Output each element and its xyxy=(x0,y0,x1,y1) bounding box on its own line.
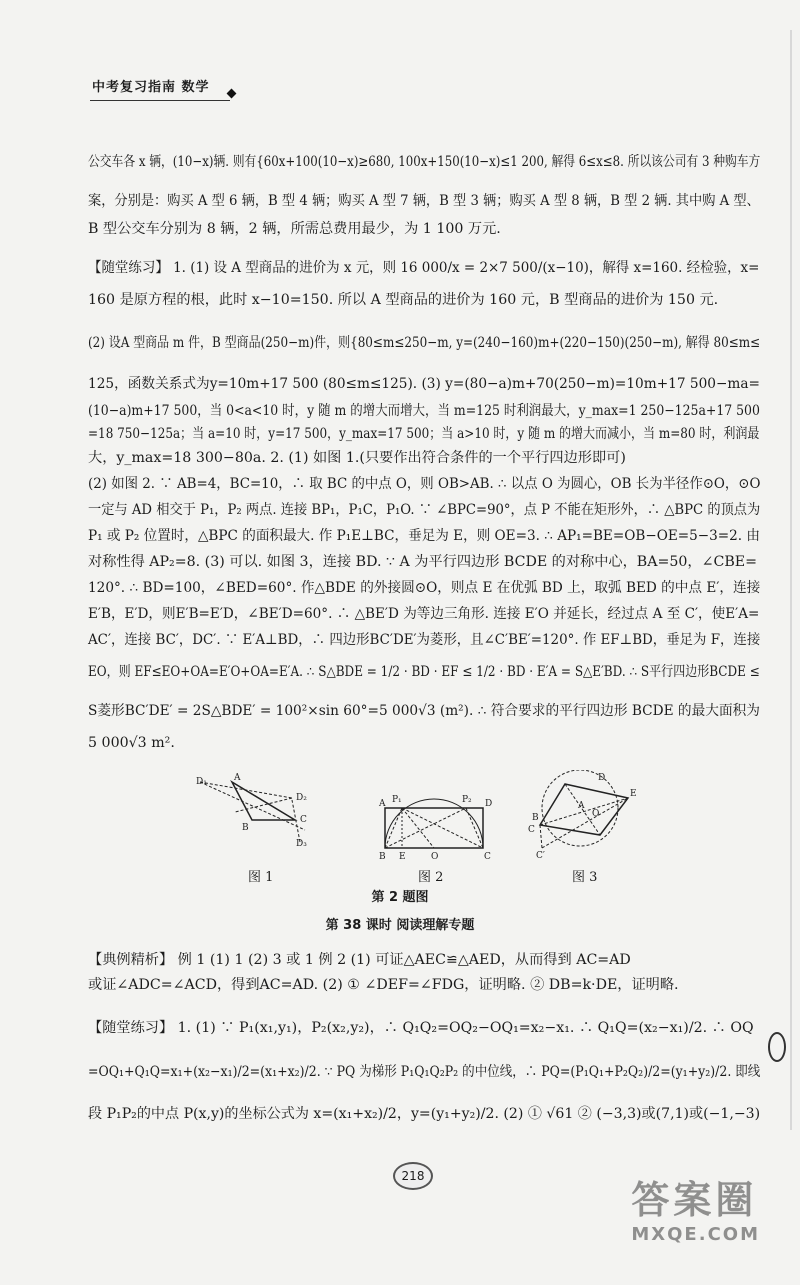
text-line: P₁ 或 P₂ 位置时，△BPC 的面积最大. 作 P₁E⊥BC，垂足为 E，则 OE=3. ∴ AP₁=BE=OB−OE=5−3=2. 由 xyxy=(88,528,761,544)
header-rule xyxy=(90,100,230,101)
fig2-point-label: E xyxy=(399,852,406,862)
text-line: =OQ₁+Q₁Q=x₁+(x₂−x₁)/2=(x₁+x₂)/2. ∵ PQ 为梯形 P₁Q₁Q₂P₂ 的中位线，∴ PQ=(P₁Q₁+P₂Q₂)/2=(y₁+y₂)/2. 即线 xyxy=(88,1064,761,1080)
text-line: 案，分别是：购买 A 型 6 辆，B 型 4 辆；购买 A 型 7 辆，B 型 3 辆；购买 A 型 8 辆，B 型 2 辆. 其中购 A 型、 xyxy=(88,193,760,209)
fig3-point-label: D xyxy=(598,773,606,783)
text-line: 160 是原方程的根，此时 x−10=150. 所以 A 型商品的进价为 160 元，B 型商品的进价为 150 元. xyxy=(88,292,719,308)
fig3-point-label: C′ xyxy=(536,851,545,861)
fig1-point-label: D₃ xyxy=(296,839,307,849)
fig2-point-label: D xyxy=(485,799,493,809)
page-number: 218 xyxy=(393,1162,433,1190)
text-line: 大，y_max=18 300−80a. 2. (1) 如图 1.(只要作出符合条件的一个平行四边形即可) xyxy=(88,450,626,466)
fig3-point-label: A xyxy=(578,801,585,811)
text-line: 【典例精析】 例 1 (1) 1 (2) 3 或 1 例 2 (1) 可证△AEC≌△AED，从而得到 AC=AD xyxy=(88,952,631,968)
lesson-title: 第 38 课时 阅读理解专题 xyxy=(325,918,475,933)
watermark-cn: 答案圈 xyxy=(631,1178,758,1222)
watermark-en: MXQE.COM xyxy=(631,1224,760,1245)
text-line: B 型公交车分别为 8 辆，2 辆，所需总费用最少，为 1 100 万元. xyxy=(88,221,501,237)
figure-1 xyxy=(200,782,305,842)
figure-row xyxy=(180,770,640,870)
text-line: 5 000√3 m². xyxy=(88,735,175,751)
fig2-point-label: B xyxy=(379,852,386,862)
figure-3-label: 图 3 xyxy=(572,870,598,885)
fig3-point-label: C xyxy=(528,825,535,835)
text-line: 【随堂练习】 1. (1) ∵ P₁(x₁,y₁)，P₂(x₂,y₂)，∴ Q₁Q₂=OQ₂−OQ₁=x₂−x₁. ∴ Q₁Q=(x₂−x₁)/2. ∴ OQ xyxy=(88,1020,754,1036)
text-line: E′B，E′D，则E′B=E′D，∠BE′D=60°. ∴ △BE′D 为等边三角形. 连接 E′O 并延长，经过点 A 至 C′，使E′A= xyxy=(88,606,760,622)
text-line: 或证∠ADC=∠ACD，得到AC=AD. (2) ① ∠DEF=∠FDG，证明略. ② DB=k·DE，证明略. xyxy=(88,977,679,993)
fig1-point-label: A xyxy=(234,773,241,783)
text-line: 【随堂练习】 1. (1) 设 A 型商品的进价为 x 元，则 16 000/x = 2×7 500/(x−10)，解得 x=160. 经检验，x= xyxy=(88,260,760,276)
header-diamond-icon xyxy=(227,89,237,99)
text-line: (10−a)m+17 500，当 0<a<10 时，y 随 m 的增大而增大，当 m=125 时利润最大，y_max=1 250−125a+17 500 xyxy=(88,403,760,419)
text-line: (2) 如图 2. ∵ AB=4，BC=10，∴ 取 BC 的中点 O，则 OB>AB. ∴ 以点 O 为圆心，OB 长为半径作⊙O，⊙O xyxy=(88,476,761,492)
text-line: 一定与 AD 相交于 P₁，P₂ 两点. 连接 BP₁，P₁C，P₁O. ∵ ∠BPC=90°，点 P 不能在矩形外，∴ △BPC 的顶点为 xyxy=(88,502,761,518)
fig2-point-label: O xyxy=(431,852,439,862)
fig1-point-label: D₂ xyxy=(296,793,307,803)
fig3-point-label: O xyxy=(592,809,600,819)
fig3-point-label: E xyxy=(630,789,637,799)
binding-edge xyxy=(790,30,792,1130)
fig3-point-label: B xyxy=(532,813,539,823)
fig1-point-label: D₁ xyxy=(196,777,207,787)
text-line: S菱形BC′DE′ = 2S△BDE′ = 100²×sin 60°=5 000√3 (m²). ∴ 符合要求的平行四边形 BCDE 的最大面积为 xyxy=(88,703,760,719)
text-line: 120°. ∴ BD=100，∠BED=60°. 作△BDE 的外接圆⊙O，则点 E 在优弧 BD 上，取弧 BED 的中点 E′，连接 xyxy=(88,580,761,596)
text-line: EO，则 EF≤EO+OA=E′O+OA=E′A. ∴ S△BDE = 1/2 · BD · EF ≤ 1/2 · BD · E′A = S△E′BD. ∴ S平行四边形BCDE ≤ xyxy=(88,664,760,680)
text-line: 段 P₁P₂的中点 P(x,y)的坐标公式为 x=(x₁+x₂)/2，y=(y₁+y₂)/2. (2) ① √61 ② (−3,3)或(7,1)或(−1,−3) xyxy=(88,1106,761,1122)
figure-2 xyxy=(385,799,483,848)
figure-1-label: 图 1 xyxy=(248,870,274,885)
binding-clip-icon xyxy=(768,1032,786,1062)
fig2-point-label: A xyxy=(379,799,386,809)
text-line: =18 750−125a；当 a=10 时，y=17 500，y_max=17 500；当 a>10 时，y 随 m 的增大而减小，当 m=80 时，利润最 xyxy=(88,426,760,442)
text-line: 对称性得 AP₂=8. (3) 可以. 如图 3，连接 BD. ∵ A 为平行四边形 BCDE 的对称中心，BA=50，∠CBE= xyxy=(88,554,758,570)
fig1-point-label: B xyxy=(242,823,249,833)
fig2-point-label: P₂ xyxy=(462,795,472,805)
text-line: AC′，连接 BC′，DC′. ∵ E′A⊥BD，∴ 四边形BC′DE′为菱形，且∠C′BE′=120°. 作 EF⊥BD，垂足为 F，连接 xyxy=(88,632,761,648)
text-line: 125，函数关系式为y=10m+17 500 (80≤m≤125). (3) y=(80−a)m+70(250−m)=10m+17 500−ma= xyxy=(88,376,760,392)
figure-2-label: 图 2 xyxy=(418,870,444,885)
text-line: (2) 设A 型商品 m 件，B 型商品(250−m)件，则{80≤m≤250−m, y=(240−160)m+(220−150)(250−m), 解得 80≤m≤ xyxy=(88,335,761,351)
figure-caption: 第 2 题图 xyxy=(371,890,429,905)
watermark xyxy=(631,1169,760,1245)
text-line: 公交车各 x 辆，(10−x)辆. 则有{60x+100(10−x)≥680, 100x+150(10−x)≤1 200, 解得 6≤x≤8. 所以该公司有 3 种购车方 xyxy=(88,154,761,170)
page-header: 中考复习指南 数学 xyxy=(92,80,210,95)
fig2-point-label: C xyxy=(484,852,491,862)
fig2-point-label: P₁ xyxy=(392,795,402,805)
fig1-point-label: C xyxy=(300,815,307,825)
